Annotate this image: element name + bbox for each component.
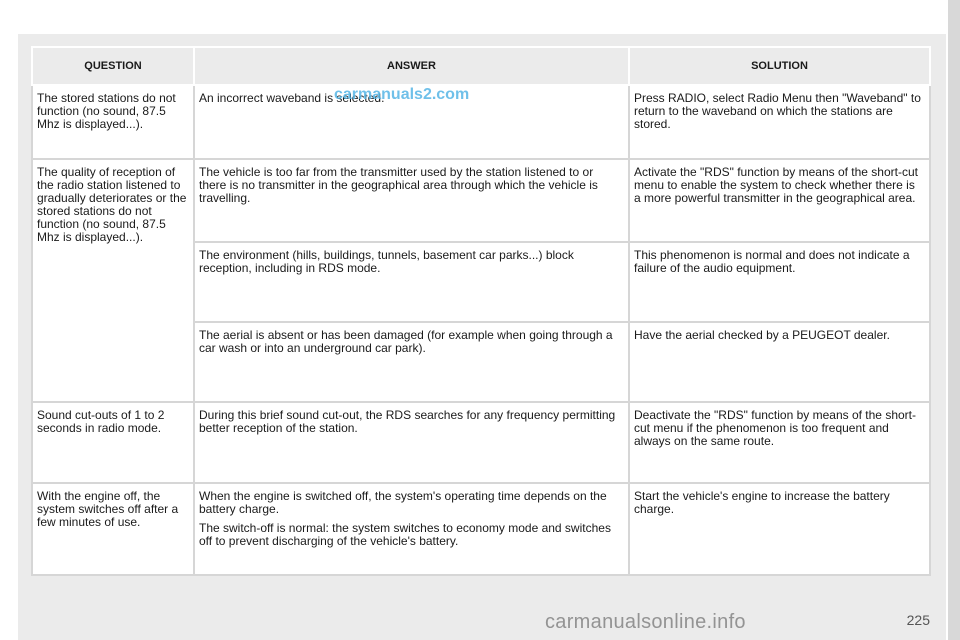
answer-text: The switch-off is normal: the system switches to economy mode and switches off to prevent discharging of the vehicle's battery. xyxy=(199,521,611,548)
answer-cell xyxy=(194,242,629,322)
answer-text: An incorrect waveband is selected. xyxy=(199,91,385,105)
answer-text: During this brief sound cut-out, the RDS searches for any frequency permitting better reception of the station. xyxy=(199,408,616,435)
solution-cell: Deactivate the "RDS" function by means of the short-cut menu if the phenomenon is too frequent and always on the same route. xyxy=(629,402,930,483)
solution-cell: Start the vehicle's engine to increase the battery charge. xyxy=(629,483,930,575)
answer-cell xyxy=(194,159,629,242)
column-header-question: QUESTION xyxy=(32,47,194,85)
table-row xyxy=(32,85,930,159)
table-row xyxy=(32,483,930,575)
solution-cell: Have the aerial checked by a PEUGEOT dealer. xyxy=(629,322,930,402)
table-header-row xyxy=(32,47,930,85)
solution-cell: Press RADIO, select Radio Menu then "Waveband" to return to the waveband on which the stations are stored. xyxy=(629,85,930,159)
table-row xyxy=(32,402,930,483)
answer-text: When the engine is switched off, the system's operating time depends on the battery charge. xyxy=(199,489,607,516)
answer-text: The vehicle is too far from the transmitter used by the station listened to or there is no transmitter in the geographical area through which the vehicle is travelling. xyxy=(199,165,598,205)
column-header-solution: SOLUTION xyxy=(629,47,930,85)
answer-cell xyxy=(194,402,629,483)
question-cell: With the engine off, the system switches off after a few minutes of use. xyxy=(32,483,194,575)
right-rail xyxy=(948,0,960,640)
answer-cell xyxy=(194,483,629,575)
watermark-bottom: carmanualsonline.info xyxy=(545,611,746,633)
column-header-answer: ANSWER xyxy=(194,47,629,85)
question-cell: Sound cut-outs of 1 to 2 seconds in radio mode. xyxy=(32,402,194,483)
question-cell: The stored stations do not function (no sound, 87.5 Mhz is displayed...). xyxy=(32,85,194,159)
table-row xyxy=(32,159,930,242)
watermark-top: carmanuals2.com xyxy=(334,86,470,103)
solution-cell: Activate the "RDS" function by means of the short-cut menu to enable the system to check whether there is a more powerful transmitter in the geographical area. xyxy=(629,159,930,242)
answer-cell xyxy=(194,322,629,402)
question-cell: The quality of reception of the radio station listened to gradually deteriorates or the stored stations do not function (no sound, 87.5 Mhz is displayed...). xyxy=(32,159,194,402)
faq-table xyxy=(31,46,931,576)
answer-text: The environment (hills, buildings, tunnels, basement car parks...) block reception, including in RDS mode. xyxy=(199,248,574,275)
solution-cell: This phenomenon is normal and does not indicate a failure of the audio equipment. xyxy=(629,242,930,322)
answer-text: The aerial is absent or has been damaged (for example when going through a car wash or into an underground car park). xyxy=(199,328,613,355)
page-number: 225 xyxy=(906,612,930,628)
